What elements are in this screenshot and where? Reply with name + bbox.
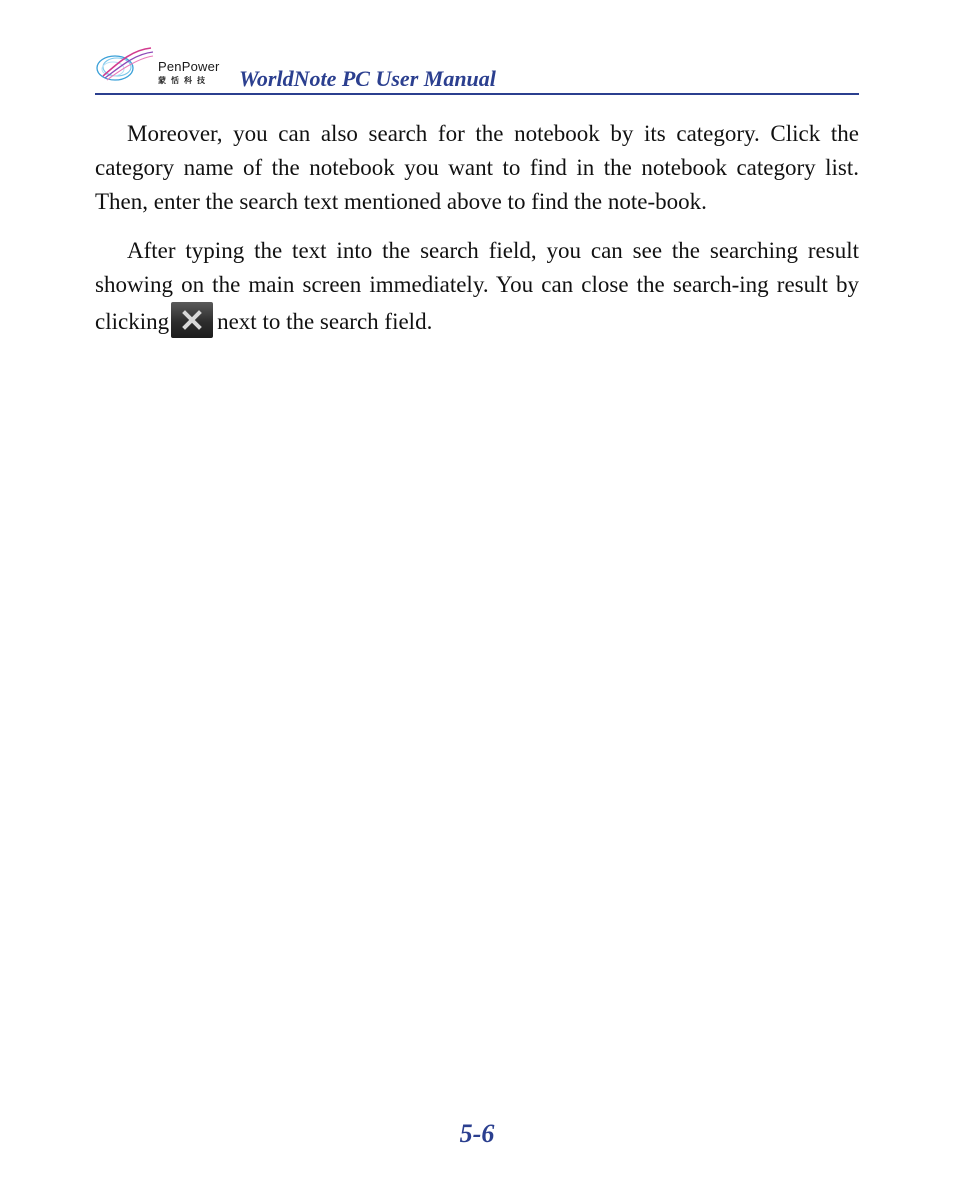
paragraph-text-before-icon: After typing the text into the search field, you can see the searching result showing on the main screen immediately. You can close the search-ing result by clicking	[95, 238, 859, 334]
brand-name: PenPower	[158, 59, 220, 74]
paragraph-search-by-category: Moreover, you can also search for the notebook by its category. Click the category name of the notebook you want to find in the notebook category list. Then, enter the search text mentioned above to find the note-book.	[95, 121, 859, 214]
manual-title: WorldNote PC User Manual	[239, 66, 496, 91]
page-body	[95, 117, 859, 354]
close-search-button[interactable]	[171, 302, 213, 338]
paragraph-search-results	[95, 234, 859, 339]
page-header	[95, 42, 859, 96]
brand-subtitle: 蒙恬科技	[158, 76, 210, 85]
penpower-logo-icon	[95, 42, 155, 88]
page-number: 5-6	[459, 1119, 495, 1148]
close-icon	[182, 310, 202, 330]
header-divider	[95, 93, 859, 95]
paragraph-text-after-icon: next to the search field.	[217, 309, 433, 334]
